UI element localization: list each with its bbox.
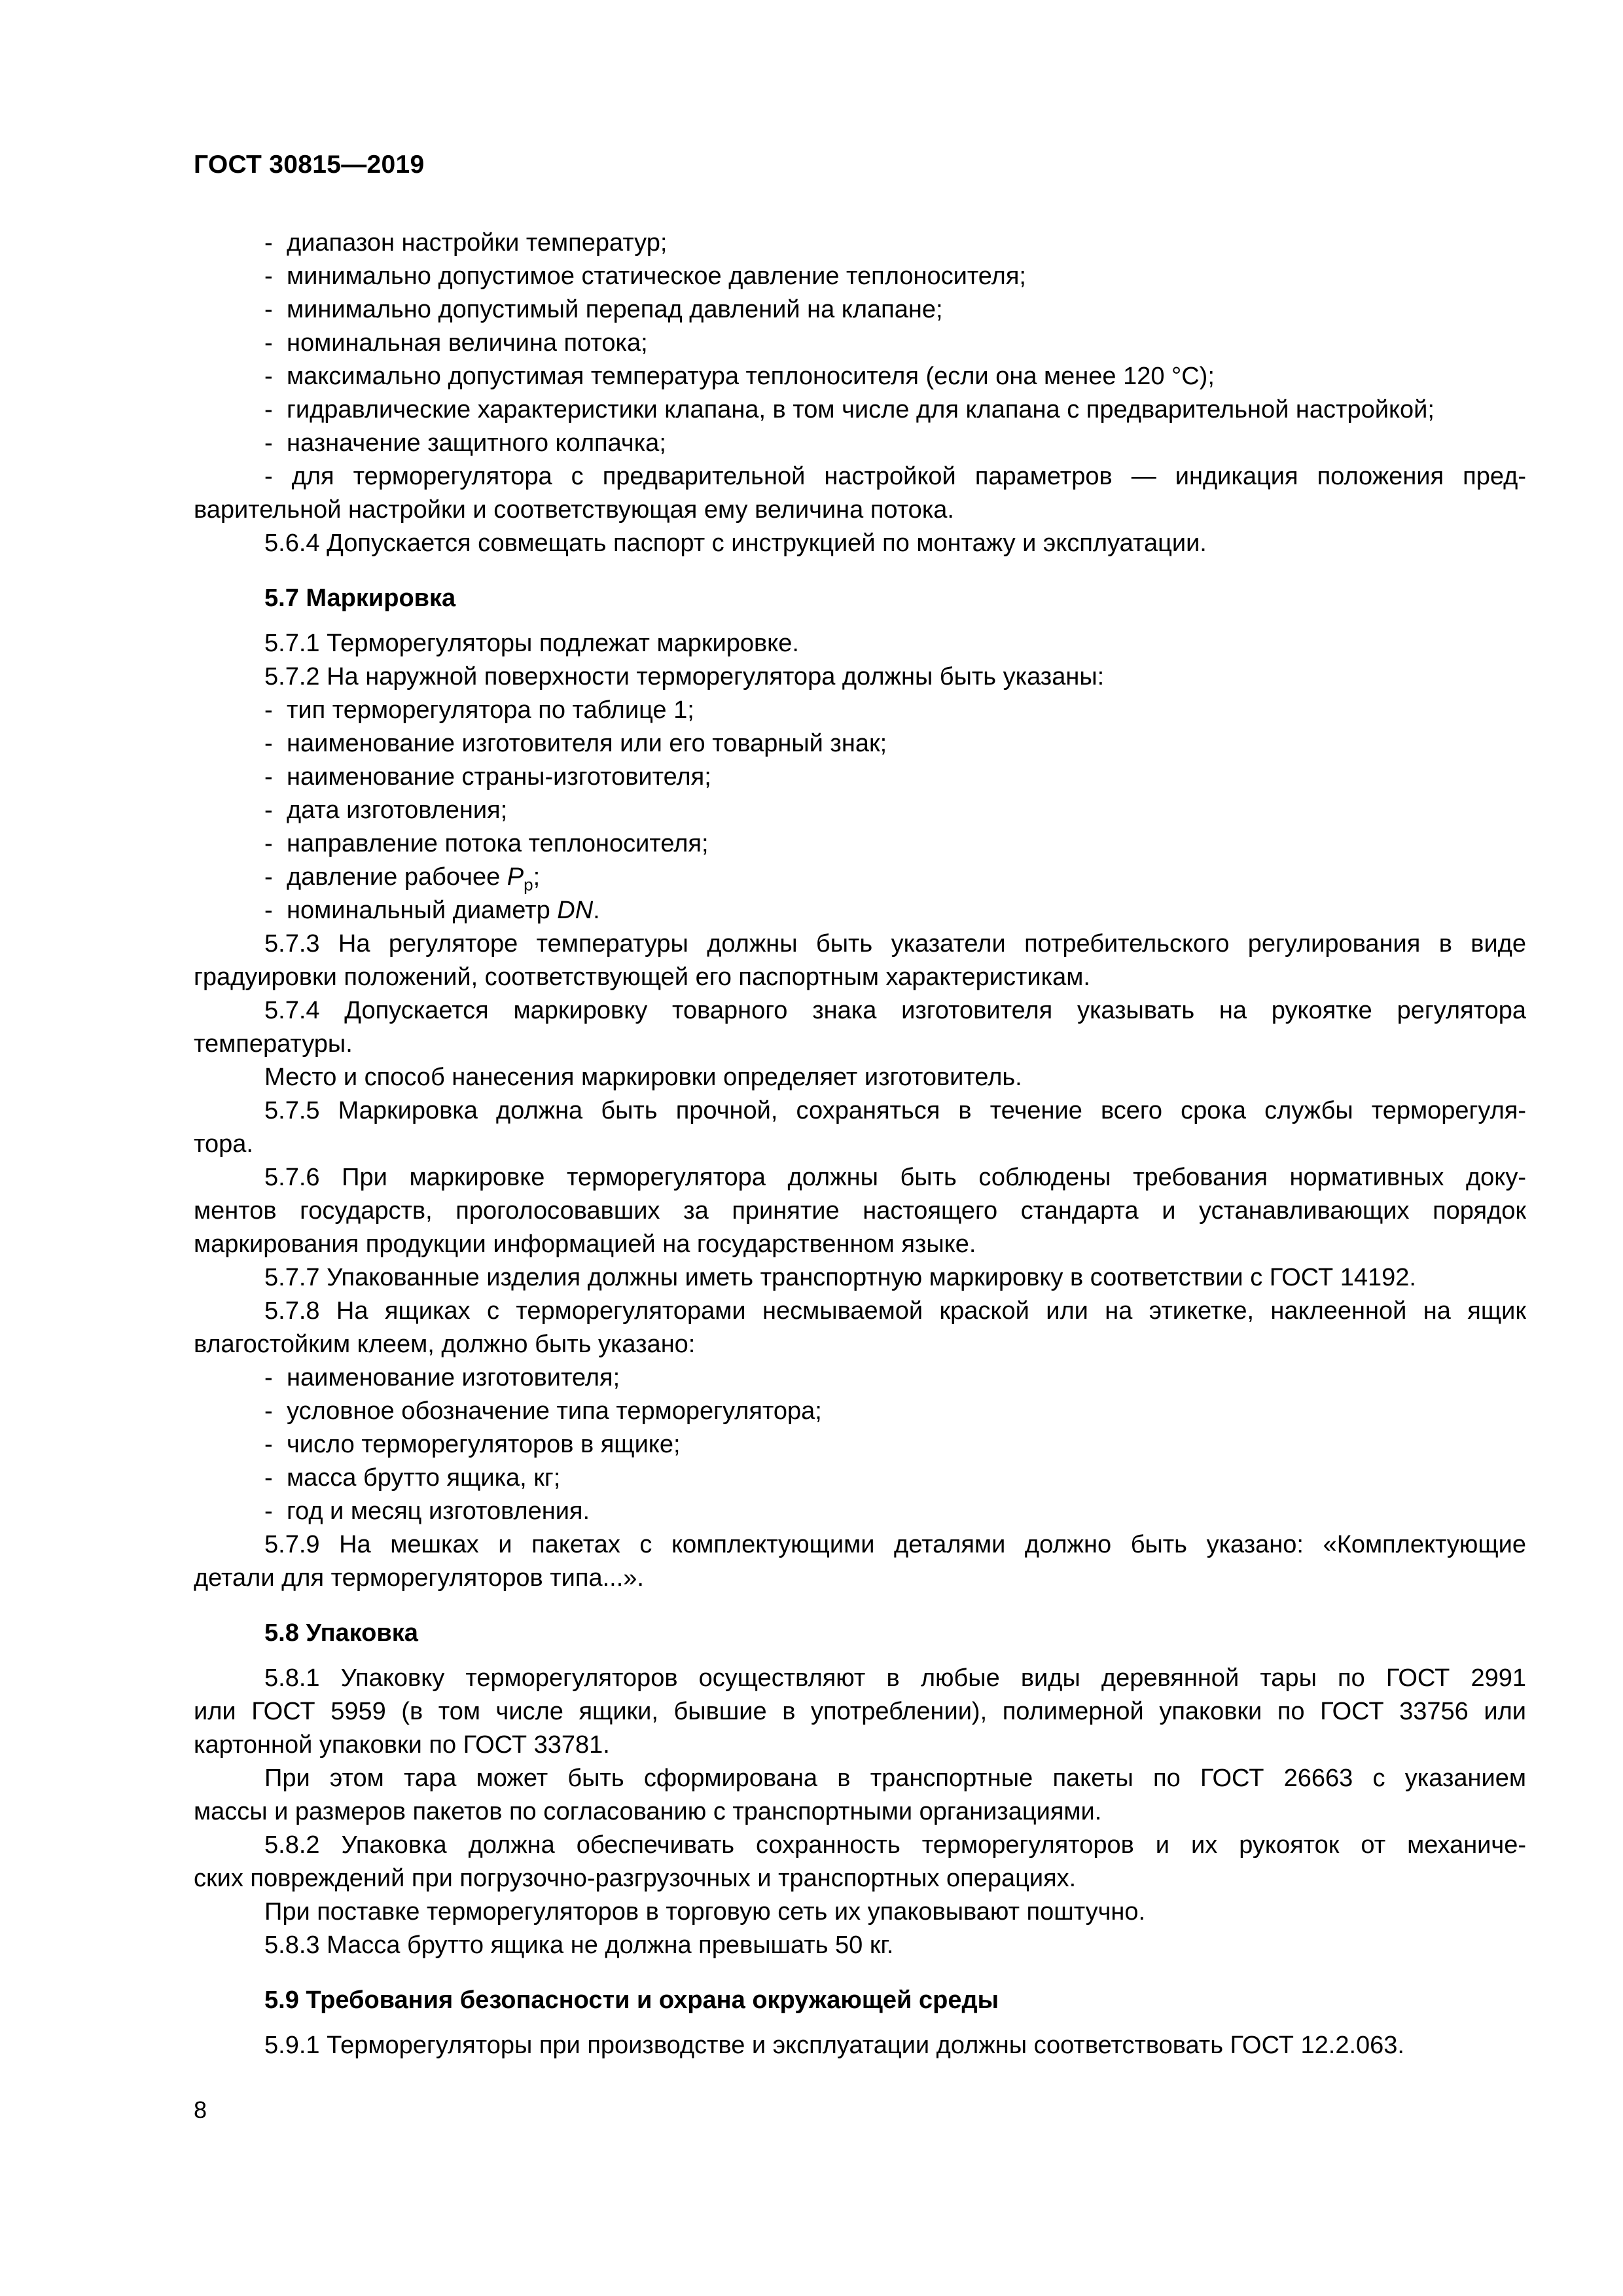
paragraph-line: При этом тара может быть сформирована в транспортные пакеты по ГОСТ 26663 с указанием <box>264 1765 1526 1792</box>
list-item-pressure: - давление рабочее $P_р$; <box>194 861 1526 894</box>
list-item-diameter: - номинальный диаметр DN. <box>194 894 1526 927</box>
paragraph-line: детали для терморегуляторов типа...». <box>194 1564 644 1592</box>
section-heading-5-9: 5.9 Требования безопасности и охрана окружающей среды <box>264 1986 999 2014</box>
paragraph-line: градуировки положений, соответствующей его паспортным характеристикам. <box>194 963 1090 991</box>
list-item: - дата изготовления; <box>194 794 1526 827</box>
paragraph-line: 5.8.1 Упаковку терморегуляторов осуществляют в любые виды деревянной тары по ГОСТ 2991 <box>264 1664 1526 1692</box>
paragraph-line: 5.8.2 Упаковка должна обеспечивать сохранность терморегуляторов и их рукояток от механиче- <box>264 1831 1526 1859</box>
list-item: - наименование изготовителя или его товарный знак; <box>194 727 1526 761</box>
section-heading-5-8: 5.8 Упаковка <box>264 1619 418 1647</box>
paragraph-line: 5.7.5 Маркировка должна быть прочной, сохраняться в течение всего срока службы терморегуля- <box>264 1097 1526 1124</box>
list-item: - диапазон настройки температур; <box>194 226 1526 260</box>
paragraph-line: картонной упаковки по ГОСТ 33781. <box>194 1731 610 1759</box>
paragraph: 5.7.7 Упакованные изделия должны иметь транспортную маркировку в соответствии с ГОСТ 14192. <box>264 1264 1416 1291</box>
list-item: - максимально допустимая температура теплоносителя (если она менее 120 °C); <box>194 360 1526 393</box>
paragraph-line: ских повреждений при погрузочно-разгрузочных и транспортных операциях. <box>194 1865 1077 1892</box>
pressure-symbol: P <box>507 863 524 891</box>
paragraph-line: тора. <box>194 1130 253 1158</box>
paragraph-line: 5.7.9 На мешках и пакетах с комплектующими деталями должно быть указано: «Комплектующие <box>264 1531 1526 1558</box>
list-item: - наименование страны-изготовителя; <box>194 761 1526 794</box>
page-number: 8 <box>194 2096 207 2123</box>
paragraph: 5.9.1 Терморегуляторы при производстве и эксплуатации должны соответствовать ГОСТ 12.2.063. <box>264 2032 1404 2059</box>
list-item: - условное обозначение типа терморегулятора; <box>194 1395 1526 1428</box>
paragraph-line: массы и размеров пакетов по согласованию с транспортными организациями. <box>194 1798 1102 1825</box>
list-item: - номинальная величина потока; <box>194 327 1526 360</box>
paragraph: 5.7.2 На наружной поверхности терморегулятора должны быть указаны: <box>264 663 1105 691</box>
diameter-symbol: DN <box>557 897 594 924</box>
document-body <box>194 226 1526 2062</box>
paragraph: При поставке терморегуляторов в торговую сеть их упаковывают поштучно. <box>264 1898 1146 1926</box>
paragraph-line: 5.7.3 На регуляторе температуры должны быть указатели потребительского регулирования в виде <box>264 930 1526 958</box>
paragraph: 5.8.3 Масса брутто ящика не должна превышать 50 кг. <box>264 1931 894 1959</box>
list-item: - тип терморегулятора по таблице 1; <box>194 694 1526 727</box>
list-item: - минимально допустимое статическое давление теплоносителя; <box>194 260 1526 293</box>
paragraph-line: варительной настройки и соответствующая ему величина потока. <box>194 496 954 524</box>
paragraph-line: - для терморегулятора с предварительной настройкой параметров — индикация положения пред- <box>264 463 1526 490</box>
paragraph: 5.6.4 Допускается совмещать паспорт с инструкцией по монтажу и эксплуатации. <box>264 529 1207 557</box>
paragraph-line: 5.7.6 При маркировке терморегулятора должны быть соблюдены требования нормативных доку- <box>264 1164 1526 1191</box>
paragraph: 5.7.1 Терморегуляторы подлежат маркировке. <box>264 630 799 657</box>
standard-designation: ГОСТ 30815—2019 <box>194 151 425 179</box>
paragraph-line: температуры. <box>194 1030 353 1058</box>
paragraph-line: 5.7.8 На ящиках с терморегуляторами несмываемой краской или на этикетке, наклеенной на ящик <box>264 1297 1526 1325</box>
list-item: - масса брутто ящика, кг; <box>194 1462 1526 1495</box>
pressure-subscript: р <box>524 874 533 895</box>
paragraph-line: или ГОСТ 5959 (в том числе ящики, бывшие в употреблении), полимерной упаковки по ГОСТ 33756 или <box>194 1698 1526 1725</box>
section-heading-5-7: 5.7 Маркировка <box>264 584 456 612</box>
paragraph-line: ментов государств, проголосовавших за принятие настоящего стандарта и устанавливающих порядок <box>194 1197 1526 1225</box>
list-item: - год и месяц изготовления. <box>194 1495 1526 1528</box>
paragraph-line: 5.7.4 Допускается маркировку товарного знака изготовителя указывать на рукоятке регулятора <box>264 997 1526 1024</box>
paragraph-line: маркирования продукции информацией на государственном языке. <box>194 1230 976 1258</box>
list-item: - назначение защитного колпачка; <box>194 427 1526 460</box>
list-item: - наименование изготовителя; <box>194 1361 1526 1395</box>
list-item: - гидравлические характеристики клапана, в том числе для клапана с предварительной настройкой; <box>194 393 1526 427</box>
list-item: - минимально допустимый перепад давлений на клапане; <box>194 293 1526 327</box>
list-item: - направление потока теплоносителя; <box>194 827 1526 861</box>
paragraph: Место и способ нанесения маркировки определяет изготовитель. <box>264 1064 1022 1091</box>
paragraph-line: влагостойким клеем, должно быть указано: <box>194 1331 696 1358</box>
list-item: - число терморегуляторов в ящике; <box>194 1428 1526 1462</box>
